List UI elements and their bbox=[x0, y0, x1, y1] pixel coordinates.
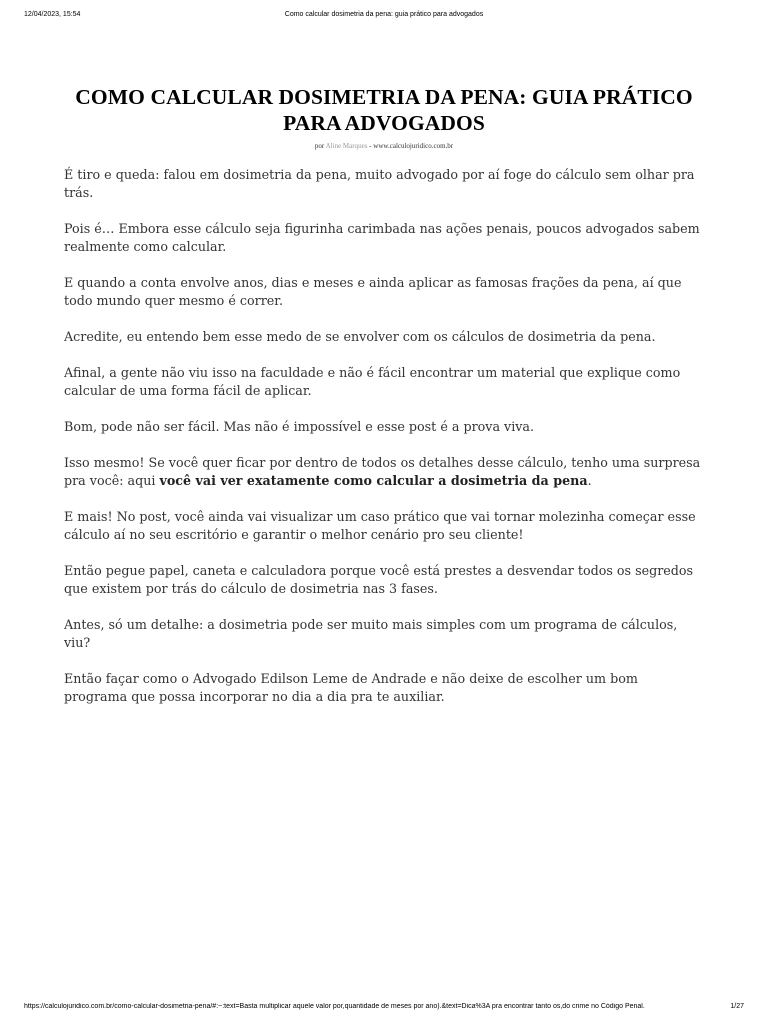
print-page-title: Como calcular dosimetria da pena: guia prático para advogados bbox=[284, 11, 484, 18]
print-url: https://calculojuridico.com.br/como-calcular-dosimetria-pena/#:~:text=Basta multiplicar aquele valor por,quantidade de meses por ano).&text=Dica%3A pra encontrar tanto os,do crime no Código Penal. bbox=[24, 1003, 645, 1010]
article-title: COMO CALCULAR DOSIMETRIA DA PENA: GUIA PRÁTICO PARA ADVOGADOS bbox=[75, 85, 693, 135]
byline-prefix: por bbox=[314, 142, 325, 150]
article bbox=[64, 84, 704, 724]
paragraph-7 bbox=[64, 454, 704, 490]
byline-separator: - bbox=[369, 142, 372, 150]
paragraph-8: E mais! No post, você ainda vai visualizar um caso prático que vai tornar molezinha começar esse cálculo aí no seu escritório e garantir o melhor cenário pro seu cliente! bbox=[64, 509, 696, 542]
paragraph-4: Acredite, eu entendo bem esse medo de se envolver com os cálculos de dosimetria da pena. bbox=[64, 329, 656, 344]
byline-site: www.calculojuridico.com.br bbox=[373, 142, 454, 150]
paragraph-3: E quando a conta envolve anos, dias e meses e ainda aplicar as famosas frações da pena, aí que todo mundo quer mesmo é correr. bbox=[64, 275, 682, 308]
paragraph-7-bold-link[interactable]: você vai ver exatamente como calcular a dosimetria da pena bbox=[159, 473, 588, 488]
byline bbox=[64, 142, 704, 151]
paragraph-10: Antes, só um detalhe: a dosimetria pode ser muito mais simples com um programa de cálculos, viu? bbox=[64, 617, 678, 650]
paragraph-11: Então façar como o Advogado Edilson Leme de Andrade e não deixe de escolher um bom programa que possa incorporar no dia a dia pra te auxiliar. bbox=[64, 671, 638, 704]
paragraph-1: É tiro e queda: falou em dosimetria da pena, muito advogado por aí foge do cálculo sem olhar pra trás. bbox=[64, 167, 695, 200]
article-body bbox=[64, 166, 704, 706]
paragraph-7-end: . bbox=[587, 473, 592, 488]
print-header bbox=[0, 11, 768, 21]
paragraph-6: Bom, pode não ser fácil. Mas não é impossível e esse post é a prova viva. bbox=[64, 419, 535, 434]
print-page-number: 1/27 bbox=[730, 1003, 744, 1010]
print-footer bbox=[0, 1003, 768, 1013]
paragraph-5: Afinal, a gente não viu isso na faculdade e não é fácil encontrar um material que explique como calcular de uma forma fácil de aplicar. bbox=[64, 365, 681, 398]
paragraph-9: Então pegue papel, caneta e calculadora porque você está prestes a desvendar todos os segredos que existem por trás do cálculo de dosimetria nas 3 fases. bbox=[64, 563, 694, 596]
print-datetime: 12/04/2023, 15:54 bbox=[24, 11, 81, 18]
paragraph-2: Pois é… Embora esse cálculo seja figurinha carimbada nas ações penais, poucos advogados sabem realmente como calcular. bbox=[64, 221, 700, 254]
author-link[interactable]: Aline Marques bbox=[325, 142, 368, 150]
paragraph-7-text: Isso mesmo! Se você quer ficar por dentro de todos os detalhes desse cálculo, tenho uma surpresa pra você: aqui bbox=[64, 455, 701, 488]
